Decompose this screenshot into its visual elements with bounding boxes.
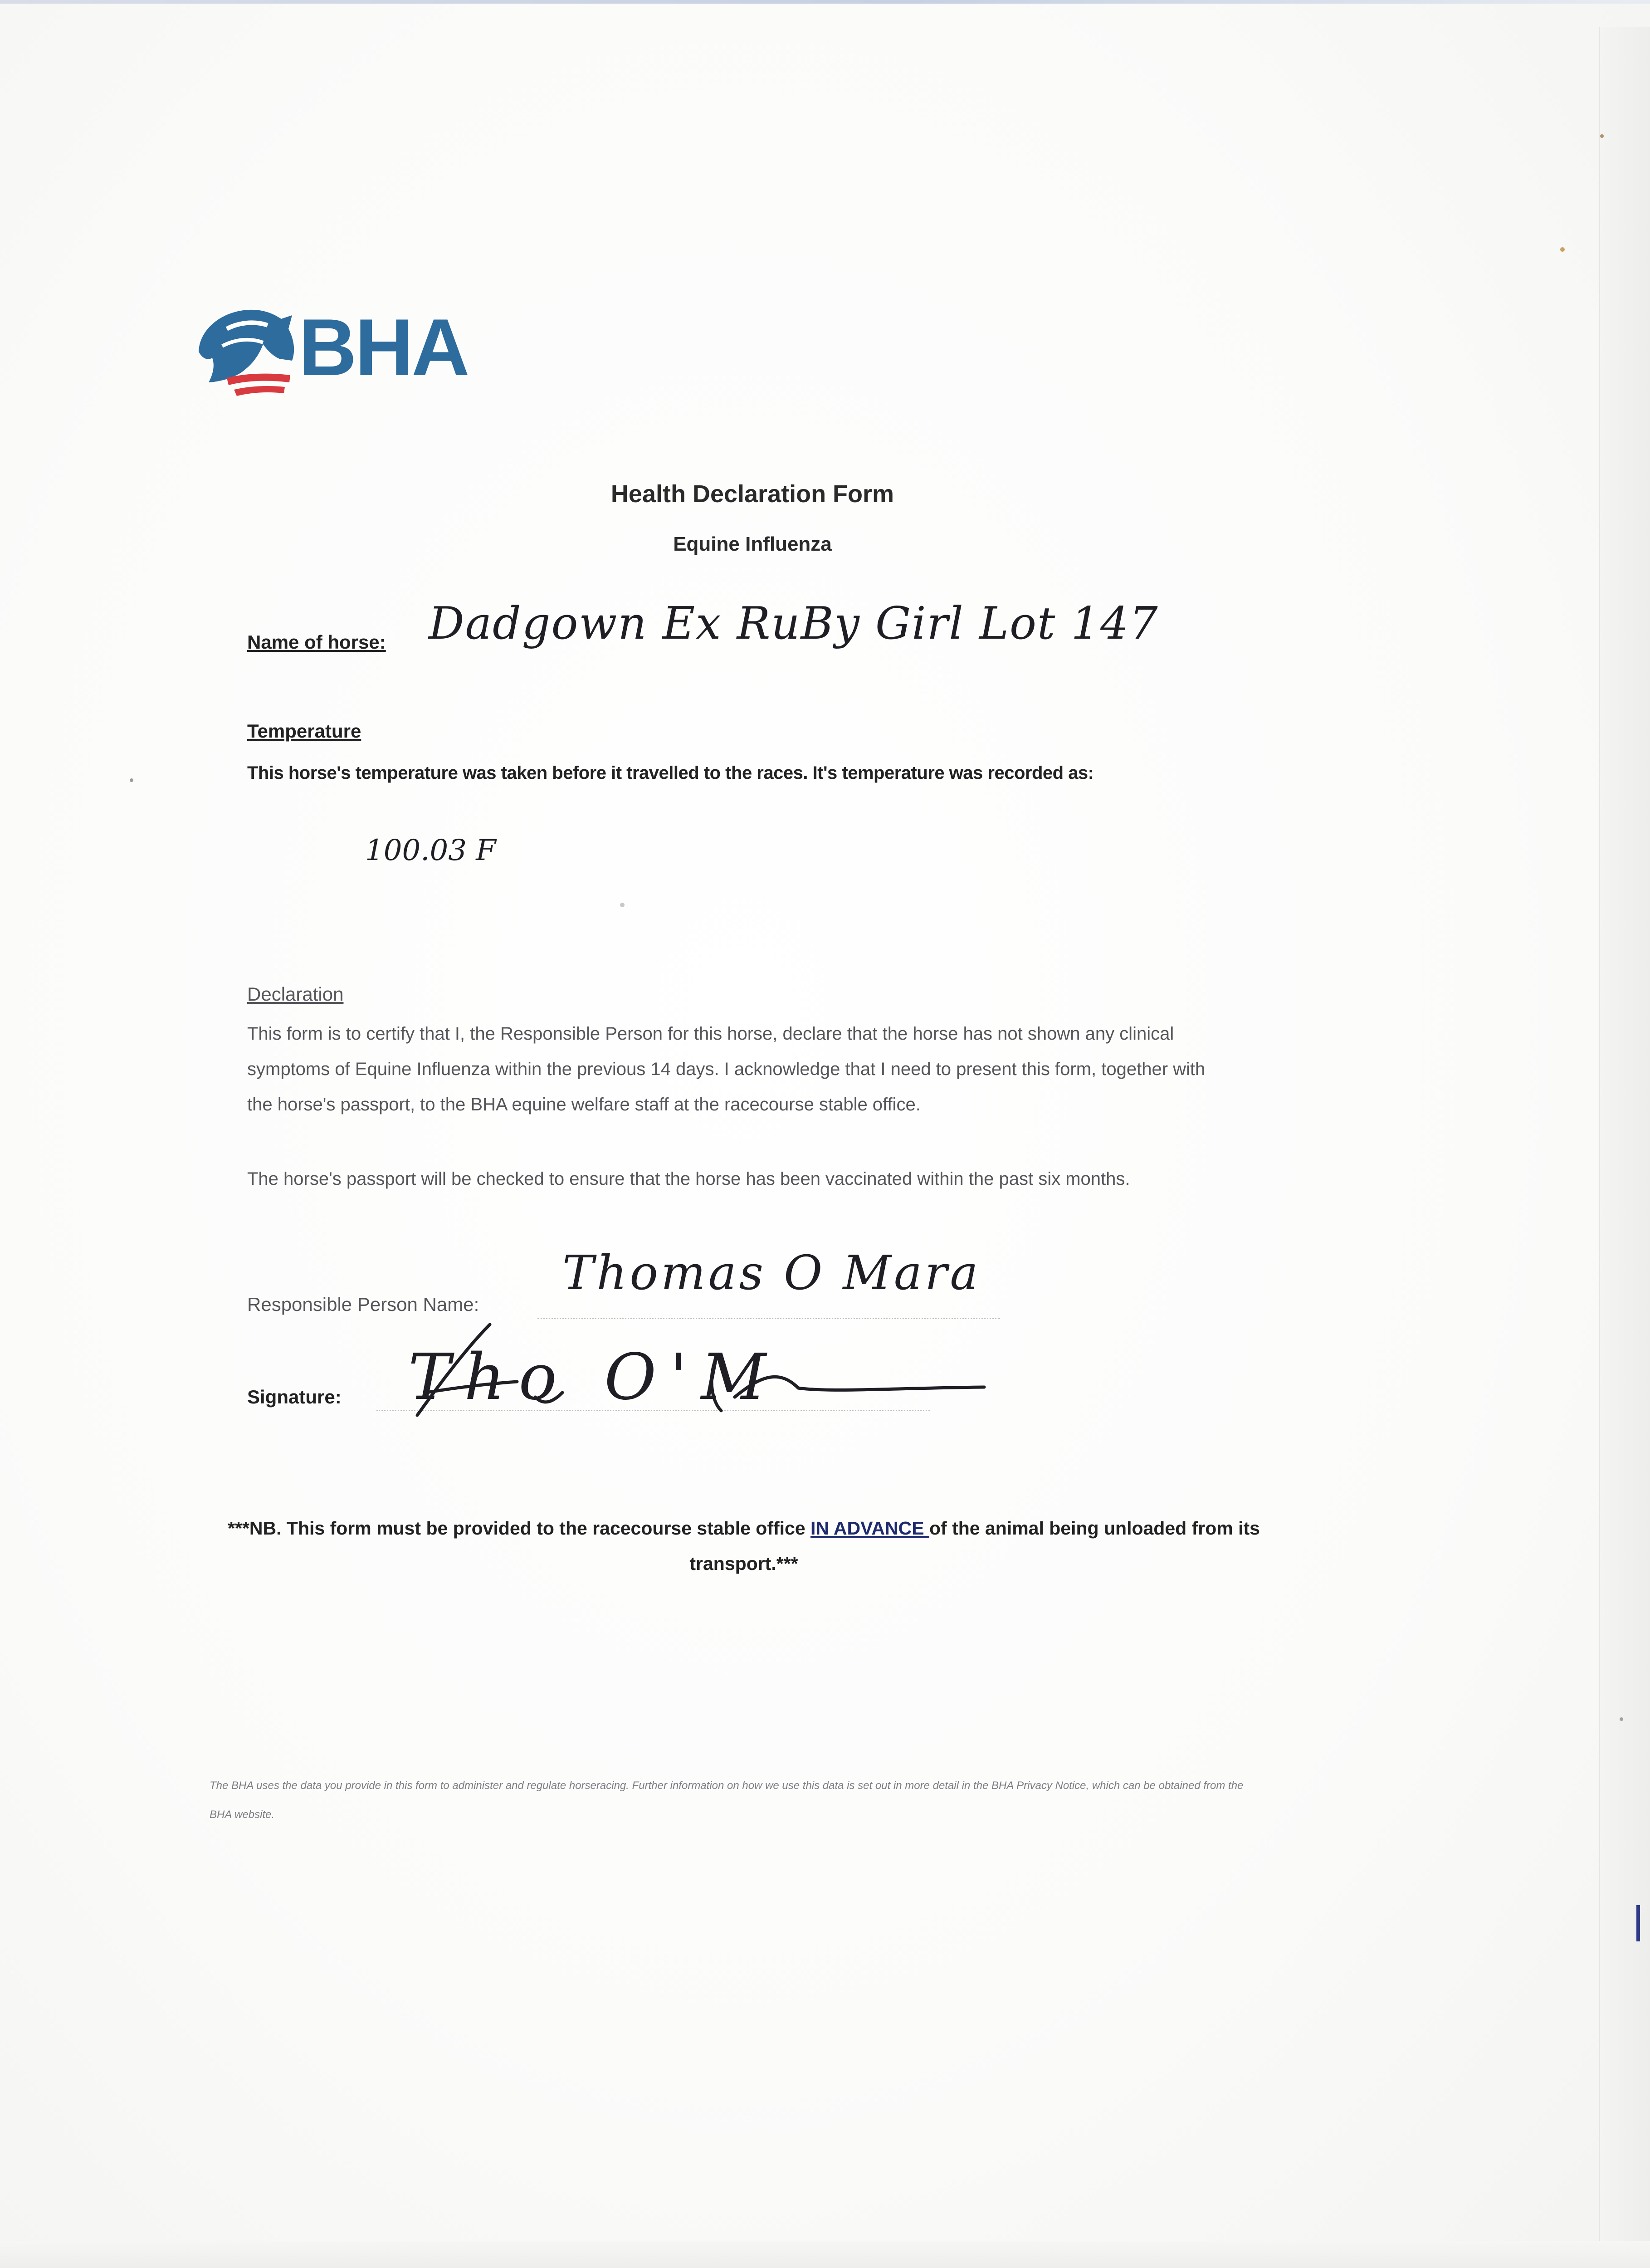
advance-notice-prefix: ***NB. This form must be provided to the racecourse stable office — [228, 1518, 811, 1539]
signature-label: Signature: — [247, 1386, 342, 1408]
responsible-person-value[interactable]: Thomas O Mara — [562, 1245, 981, 1300]
declaration-heading: Declaration — [247, 983, 344, 1005]
passport-text: The horse's passport will be checked to ensure that the horse has been vaccinated within the past six months. — [247, 1169, 1130, 1189]
temperature-value[interactable]: 100.03 F — [365, 834, 496, 867]
privacy-footer: The BHA uses the data you provide in this form to administer and regulate horseracing. Further information on how we use this data is set out in more detail in the BHA Privacy Notice, which can be obtained from the BHA website. — [210, 1779, 1244, 1821]
form-subtitle: Equine Influenza — [673, 533, 832, 555]
temperature-text: This horse's temperature was taken before it travelled to the races. It's temperature was recorded as: — [247, 763, 1094, 783]
declaration-text: This form is to certify that I, the Responsible Person for this horse, declare that the horse has not shown any clinical symptoms of Equine Influenza within the previous 14 days. I acknowledge that I need to present this form, together with the horse's passport, to the BHA equine welfare staff at the racecourse stable office. — [247, 1024, 1206, 1114]
responsible-person-label: Responsible Person Name: — [247, 1294, 479, 1315]
temperature-heading: Temperature — [247, 720, 361, 742]
advance-notice-emphasis: IN ADVANCE — [810, 1518, 929, 1539]
form-title: Health Declaration Form — [610, 480, 894, 508]
bha-logo-text: BHA — [298, 302, 468, 392]
advance-notice-suffix: of the animal being unloaded from its transport.*** — [689, 1518, 1260, 1574]
horse-name-label: Name of horse: — [247, 631, 386, 653]
horse-name-value[interactable]: Dadgown Ex RuBy Girl Lot 147 — [429, 598, 1159, 650]
signature-value[interactable]: Tho O'M — [408, 1340, 780, 1414]
